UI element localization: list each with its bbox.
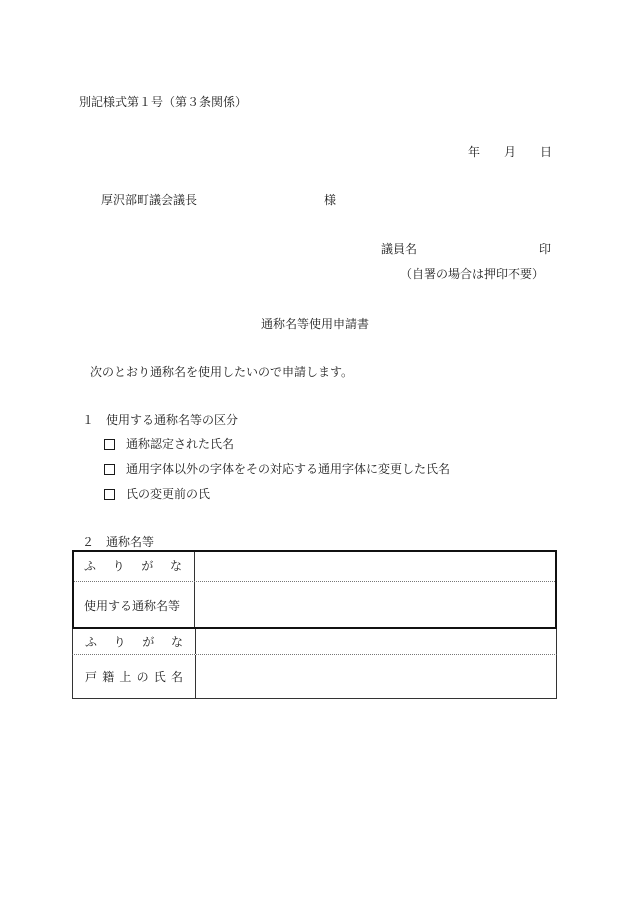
option-label: 通称認定された氏名 (126, 437, 235, 451)
body-text: 次のとおり通称名を使用したいので申請します。 (90, 365, 354, 379)
addressee-name: 厚沢部町議会議長 (101, 193, 198, 207)
furigana-registered-field[interactable] (196, 628, 556, 654)
furigana-label: ふ り が な (72, 550, 195, 581)
seal-note: （自署の場合は押印不要） (400, 267, 545, 281)
option-label: 通用字体以外の字体をその対応する通用字体に変更した氏名 (126, 462, 451, 476)
alias-emphasis-border (72, 550, 557, 629)
furigana-label: ふ り が な (73, 628, 196, 654)
seal-label: 印 (539, 242, 552, 256)
section2-heading: ２ 通称名等 (82, 535, 155, 549)
date-year-label: 年 (468, 145, 481, 159)
form-number: 別記様式第１号（第３条関係） (79, 95, 248, 109)
document-title: 通称名等使用申請書 (260, 317, 369, 331)
member-name-label: 議員名 (381, 242, 418, 256)
date-month-label: 月 (504, 145, 517, 159)
date-day-label: 日 (540, 145, 553, 159)
table-row-furigana-registered (72, 628, 557, 655)
checkbox[interactable] (104, 439, 115, 450)
option-former-surname[interactable] (104, 488, 210, 500)
date-field (468, 146, 552, 158)
alias-label: 使用する通称名等 (72, 582, 195, 628)
registered-name-label: 戸 籍 上 の 氏 名 (73, 655, 196, 698)
table-row-registered-name (72, 655, 557, 699)
section1-heading: １ 使用する通称名等の区分 (82, 413, 239, 427)
checkbox[interactable] (104, 464, 115, 475)
registered-name-field[interactable] (196, 655, 556, 698)
addressee-honorific: 様 (324, 193, 337, 207)
option-label: 氏の変更前の氏 (126, 487, 211, 501)
option-standard-glyph[interactable] (104, 463, 450, 475)
option-alias-certified[interactable] (104, 438, 234, 450)
checkbox[interactable] (104, 489, 115, 500)
